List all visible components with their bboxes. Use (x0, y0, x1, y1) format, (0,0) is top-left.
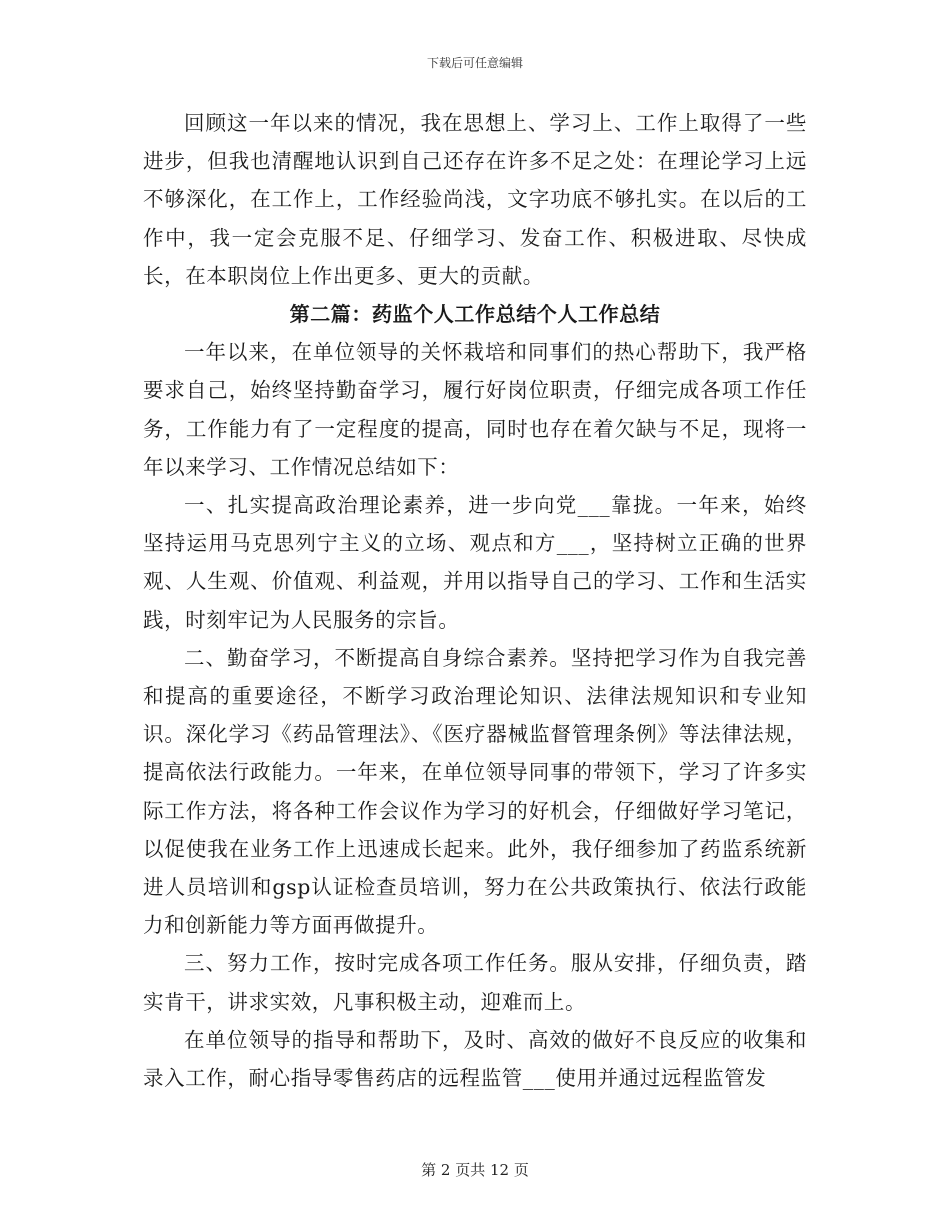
section-title: 第二篇：药监个人工作总结个人工作总结 (289, 302, 661, 327)
paragraph-adverse-reaction: 在单位领导的指导和帮助下，及时、高效的做好不良反应的收集和录入工作，耐心指导零售药店的远程监管___使用并通过远程监管发 (143, 1027, 807, 1091)
paragraph-work-tasks: 三、努力工作，按时完成各项工作任务。服从安排，仔细负责，踏实肯干，讲求实效，凡事积极主动，迎难而上。 (143, 951, 807, 1014)
intro-paragraph: 回顾这一年以来的情况，我在思想上、学习上、工作上取得了一些进步，但我也清醒地认识到自己还存在许多不足之处：在理论学习上远不够深化，在工作上，工作经验尚浅，文字功底不够扎实。在以后的工作中，我一定会克服不足、仔细学习、发奋工作、积极进取、尽快成长，在本职岗位上作出更多、更大的贡献。 (143, 111, 807, 288)
paragraph-summary-intro: 一年以来，在单位领导的关怀栽培和同事们的热心帮助下，我严格要求自己，始终坚持勤奋学习，履行好岗位职责，仔细完成各项工作任务，工作能力有了一定程度的提高，同时也存在着欠缺与不足，现将一年以来学习、工作情况总结如下： (143, 340, 807, 479)
document-body (143, 104, 807, 1097)
paragraph-political-theory: 一、扎实提高政治理论素养，进一步向党___靠拢。一年来，始终坚持运用马克思列宁主义的立场、观点和方___，坚持树立正确的世界观、人生观、价值观、利益观，并用以指导自己的学习、工作和生活实践，时刻牢记为人民服务的宗旨。 (143, 493, 807, 632)
page-header-note: 下载后可任意编辑 (426, 56, 523, 70)
page-footer-number: 第 2 页共 12 页 (421, 1161, 529, 1179)
paragraph-diligent-study: 二、勤奋学习，不断提高自身综合素养。坚持把学习作为自我完善和提高的重要途径，不断学习政治理论知识、法律法规知识和专业知识。深化学习《药品管理法》、《医疗器械监督管理条例》等法律法规，提高依法行政能力。一年来，在单位领导同事的带领下，学习了许多实际工作方法，将各种工作会议作为学习的好机会，仔细做好学习笔记，以促使我在业务工作上迅速成长起来。此外，我仔细参加了药监系统新进人员培训和gsp认证检查员培训，努力在公共政策执行、依法行政能力和创新能力等方面再做提升。 (143, 645, 807, 938)
